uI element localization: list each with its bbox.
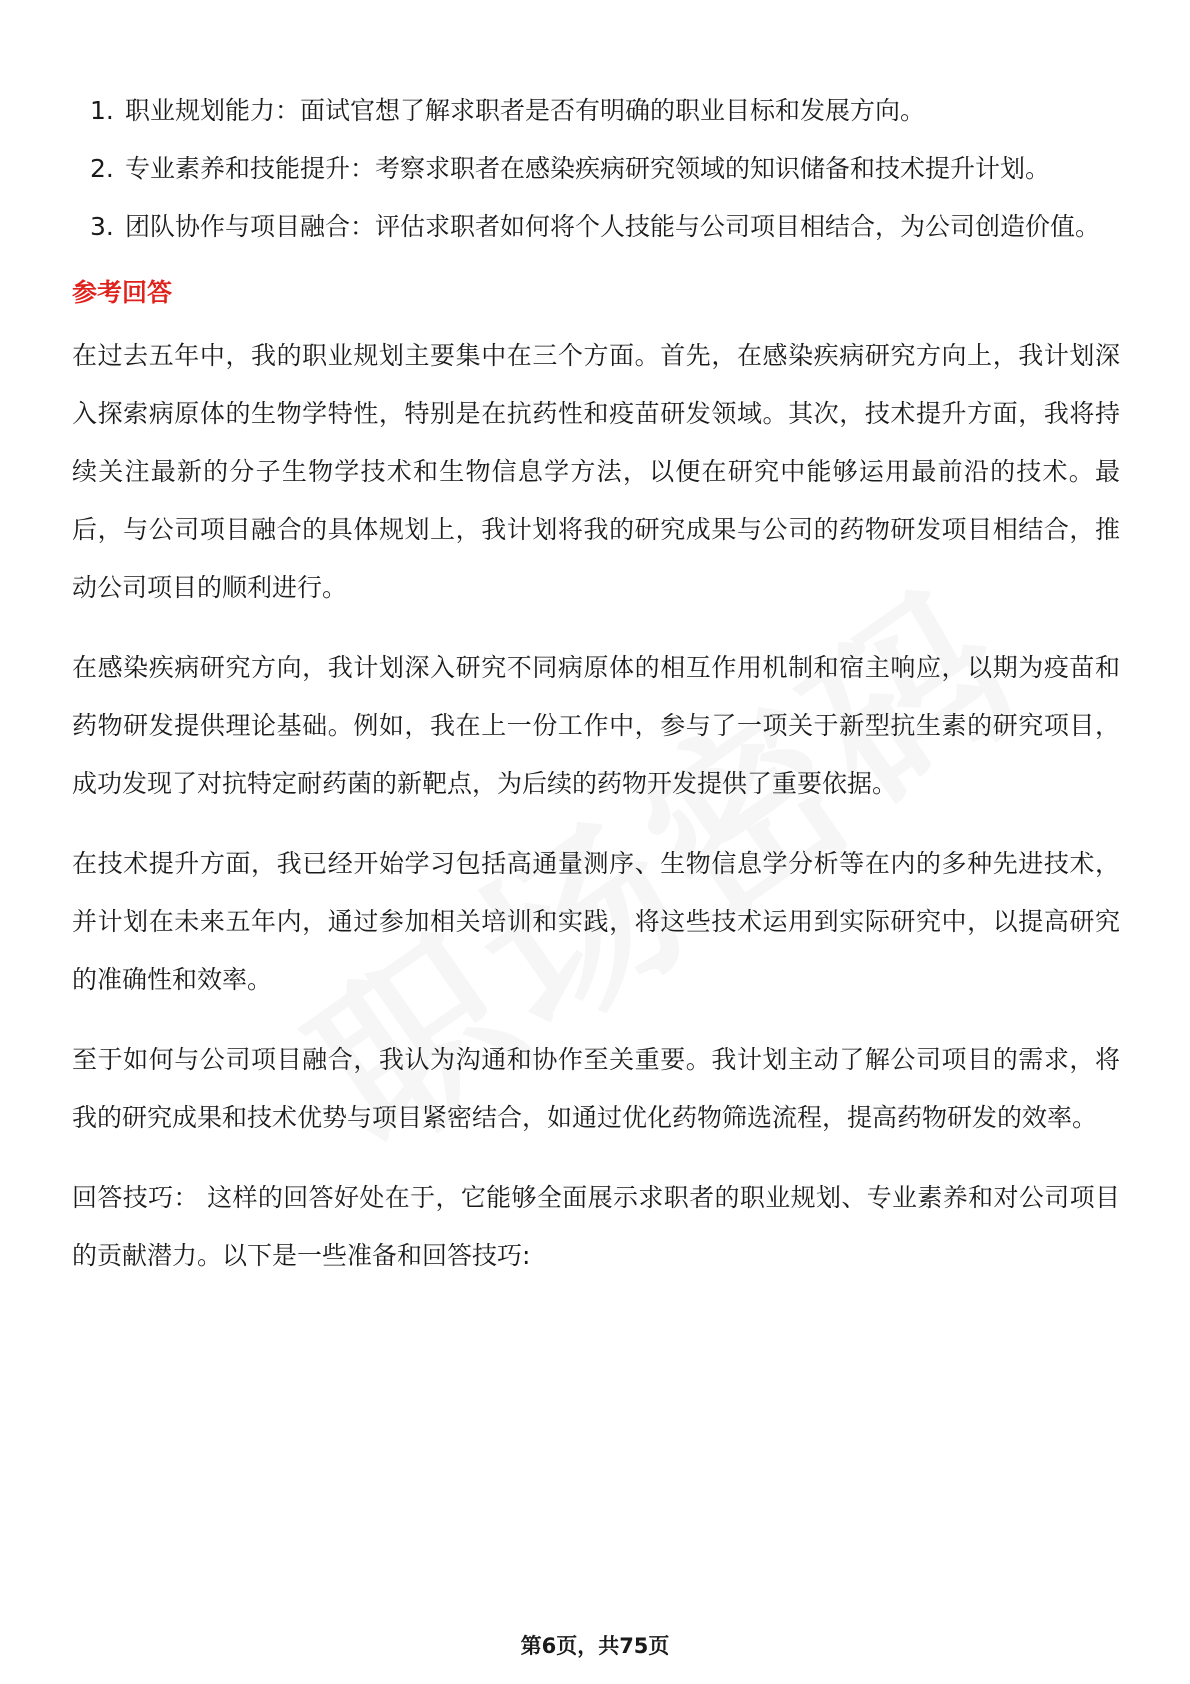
list-item-text: 团队协作与项目融合：评估求职者如何将个人技能与公司项目相结合，为公司创造价值。 bbox=[125, 212, 1101, 241]
list-number: 1. bbox=[90, 96, 114, 125]
page-number: 第6页，共75页 bbox=[520, 1634, 670, 1658]
list-item-text: 专业素养和技能提升：考察求职者在感染疾病研究领域的知识储备和技术提升计划。 bbox=[125, 154, 1051, 183]
answer-paragraph: 在感染疾病研究方向，我计划深入研究不同病原体的相互作用机制和宿主响应，以期为疫苗和药物研发提供理论基础。例如，我在上一份工作中，参与了一项关于新型抗生素的研究项目，成功发现了对抗特定耐药菌的新靶点，为后续的药物开发提供了重要依据。 bbox=[72, 653, 1120, 798]
answer-paragraph: 至于如何与公司项目融合，我认为沟通和协作至关重要。我计划主动了解公司项目的需求，将我的研究成果和技术优势与项目紧密结合，如通过优化药物筛选流程，提高药物研发的效率。 bbox=[72, 1045, 1120, 1132]
list-number: 2. bbox=[90, 154, 114, 183]
tips-paragraph: 回答技巧： 这样的回答好处在于，它能够全面展示求职者的职业规划、专业素养和对公司项目的贡献潜力。以下是一些准备和回答技巧: bbox=[72, 1183, 1120, 1270]
list-item bbox=[72, 140, 1120, 198]
criteria-list bbox=[72, 82, 1120, 256]
section-heading: 参考回答 bbox=[72, 278, 173, 307]
document-body bbox=[72, 82, 1120, 1307]
answer-paragraph: 在过去五年中，我的职业规划主要集中在三个方面。首先，在感染疾病研究方向上，我计划深入探索病原体的生物学特性，特别是在抗药性和疫苗研发领域。其次，技术提升方面，我将持续关注最新的分子生物学技术和生物信息学方法，以便在研究中能够运用最前沿的技术。最后，与公司项目融合的具体规划上，我计划将我的研究成果与公司的药物研发项目相结合，推动公司项目的顺利进行。 bbox=[72, 341, 1120, 602]
answer-paragraph: 在技术提升方面，我已经开始学习包括高通量测序、生物信息学分析等在内的多种先进技术，并计划在未来五年内，通过参加相关培训和实践，将这些技术运用到实际研究中，以提高研究的准确性和效率。 bbox=[72, 849, 1120, 994]
list-item bbox=[72, 198, 1120, 256]
list-item bbox=[72, 82, 1120, 140]
list-number: 3. bbox=[90, 212, 114, 241]
list-item-text: 职业规划能力：面试官想了解求职者是否有明确的职业目标和发展方向。 bbox=[125, 96, 926, 125]
